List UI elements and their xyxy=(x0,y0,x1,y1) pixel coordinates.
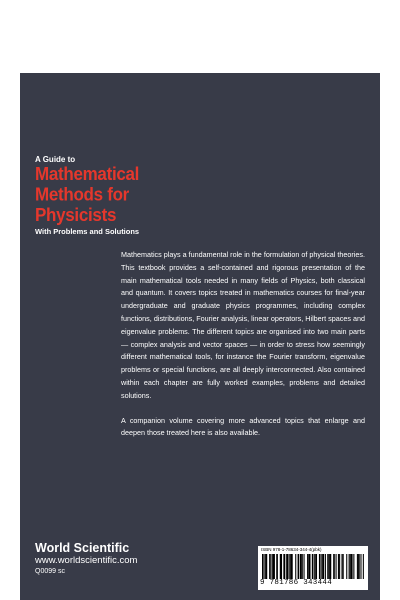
publisher-code: Q0099 sc xyxy=(35,568,65,575)
barcode-bar xyxy=(314,554,315,579)
barcode-box xyxy=(258,546,368,590)
barcode-digits: 9 781786 343444 xyxy=(260,579,333,587)
barcode-bar xyxy=(353,554,354,579)
barcode-bar xyxy=(269,554,271,579)
blurb-paragraph: A companion volume covering more advanced topics that enlarge and deepen those treated here is also available. xyxy=(121,415,365,438)
barcode-bar xyxy=(304,554,305,579)
book-title xyxy=(35,164,139,226)
barcode-bar xyxy=(327,554,328,579)
barcode-bar xyxy=(276,554,278,579)
barcode-bar xyxy=(360,554,361,579)
barcode-bar xyxy=(295,554,296,579)
barcode-bar xyxy=(262,554,264,579)
barcode-bar xyxy=(301,554,303,579)
barcode-bar xyxy=(271,554,272,579)
barcode-bar xyxy=(292,554,293,579)
isbn-label: ISBN 978-1-78634-344-4(pbk) xyxy=(261,547,322,552)
barcode-bar xyxy=(350,554,351,579)
barcode-bar xyxy=(336,554,337,579)
barcode-bar xyxy=(341,554,342,579)
barcode-bar xyxy=(358,554,360,579)
barcode-bar xyxy=(266,554,268,579)
barcode-bar xyxy=(315,554,317,579)
barcode-bar xyxy=(346,554,347,579)
barcode-bar xyxy=(330,554,332,579)
barcode-bar xyxy=(286,554,287,579)
barcode-bar xyxy=(343,554,344,579)
barcode-bar xyxy=(339,554,340,579)
pre-title: A Guide to xyxy=(35,155,76,164)
barcode-bar xyxy=(300,554,301,579)
title-line: Physicists xyxy=(35,205,117,226)
barcode-bar xyxy=(289,554,290,579)
barcode-bar xyxy=(333,554,335,579)
barcode-bar xyxy=(319,554,321,579)
title-line: Mathematical xyxy=(35,164,140,185)
barcode-bar xyxy=(357,554,358,579)
barcode-bar xyxy=(351,554,353,579)
barcode-bar xyxy=(363,554,364,579)
barcode-bar xyxy=(328,554,329,579)
barcode-bar xyxy=(281,554,282,579)
barcode-bar xyxy=(312,554,314,579)
barcode-bar xyxy=(298,554,300,579)
barcode-bar xyxy=(283,554,285,579)
barcode-bar xyxy=(325,554,326,579)
blurb-paragraph: Mathematics plays a fundamental role in the formulation of physical theories. This textbook provides a self-contained and rigorous presentation of the main mathematical tools needed in many fields of Physics, both classical and quantum. It covers topics treated in mathematics courses for final-year undergraduate and graduate physics programmes, including complex functions, distributions, Fourier analysis, linear operators, Hilbert spaces and eigenvalue problems. The different topics are organised into two main parts — complex analysis and vector spaces — in order to stress how seemingly different mathematical tools, for instance the Fourier transform, eigenvalue problems or special functions, are all deeply interconnected. Also contained within each chapter are fully worked examples, problems and detailed solutions. xyxy=(121,250,365,400)
barcode-bar xyxy=(264,554,265,579)
title-line: Methods for xyxy=(35,184,129,206)
publisher-block xyxy=(35,541,137,577)
barcode-bar xyxy=(287,554,289,579)
barcode-icon xyxy=(262,554,364,579)
barcode-bar xyxy=(307,554,308,579)
barcode-bar xyxy=(338,554,339,579)
blurb xyxy=(121,249,365,452)
publisher-name: World Scientific xyxy=(35,541,130,555)
barcode-bar xyxy=(321,554,322,579)
publisher-url: www.worldscientific.com xyxy=(35,555,138,566)
barcode-bar xyxy=(349,554,350,579)
book-subtitle: With Problems and Solutions xyxy=(35,227,140,236)
barcode-bar xyxy=(322,554,324,579)
barcode-bar xyxy=(274,554,275,579)
barcode-bar xyxy=(309,554,310,579)
